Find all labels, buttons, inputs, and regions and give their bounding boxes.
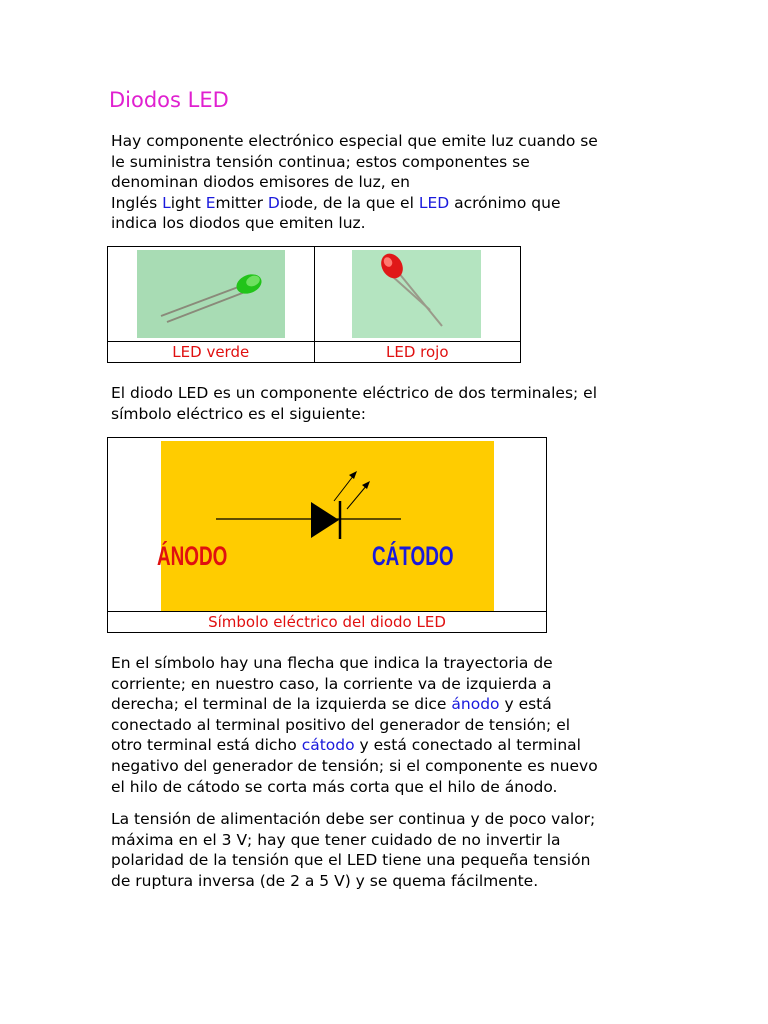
red-led-caption: LED rojo — [314, 342, 520, 363]
led-acronym: LED — [418, 193, 450, 212]
catodo-word: cátodo — [301, 736, 355, 755]
intro-paragraph: Hay componente electrónico especial que emite luz cuando se le suministra tensión continua; estos componentes se denominan diodos emisores de luz, en Inglés Light Emitter Diode, de la que el LED acrónimo que indica los diodos que emiten luz. — [111, 132, 598, 233]
led-symbol-diagram — [157, 441, 494, 611]
green-led-caption: LED verde — [108, 342, 315, 363]
anode-label: ÁNODO — [157, 541, 228, 571]
page-title: Diodos LED — [109, 88, 229, 112]
symbol-explanation-paragraph: En el símbolo hay una flecha que indica la trayectoria de corriente; en nuestro caso, la corriente va de izquierda a derecha; el terminal de la izquierda se dice ánodo y está conectado al terminal positivo del generador de tensión; el otro terminal está dicho cátodo y está conectado al terminal negativo del generador de tensión; si el componente es nuevo el hilo de cátodo se corta más corta que el hilo de ánodo. — [111, 654, 598, 796]
voltage-paragraph: La tensión de alimentación debe ser continua y de poco valor; máxima en el 3 V; hay que tener cuidado de no invertir la polaridad de la tensión que el LED tiene una pequeña tensión de ruptura inversa (de 2 a 5 V) y se quema fácilmente. — [111, 810, 596, 890]
diode-triangle — [311, 502, 339, 538]
symbol-caption: Símbolo eléctrico del diodo LED — [108, 612, 547, 633]
symbol-intro-paragraph: El diodo LED es un componente eléctrico de dos terminales; el símbolo eléctrico es el siguiente: — [111, 384, 598, 423]
anodo-word: ánodo — [451, 695, 500, 714]
green-led-photo — [137, 250, 285, 338]
red-led-photo — [352, 250, 481, 338]
cathode-label: CÁTODO — [372, 541, 454, 571]
